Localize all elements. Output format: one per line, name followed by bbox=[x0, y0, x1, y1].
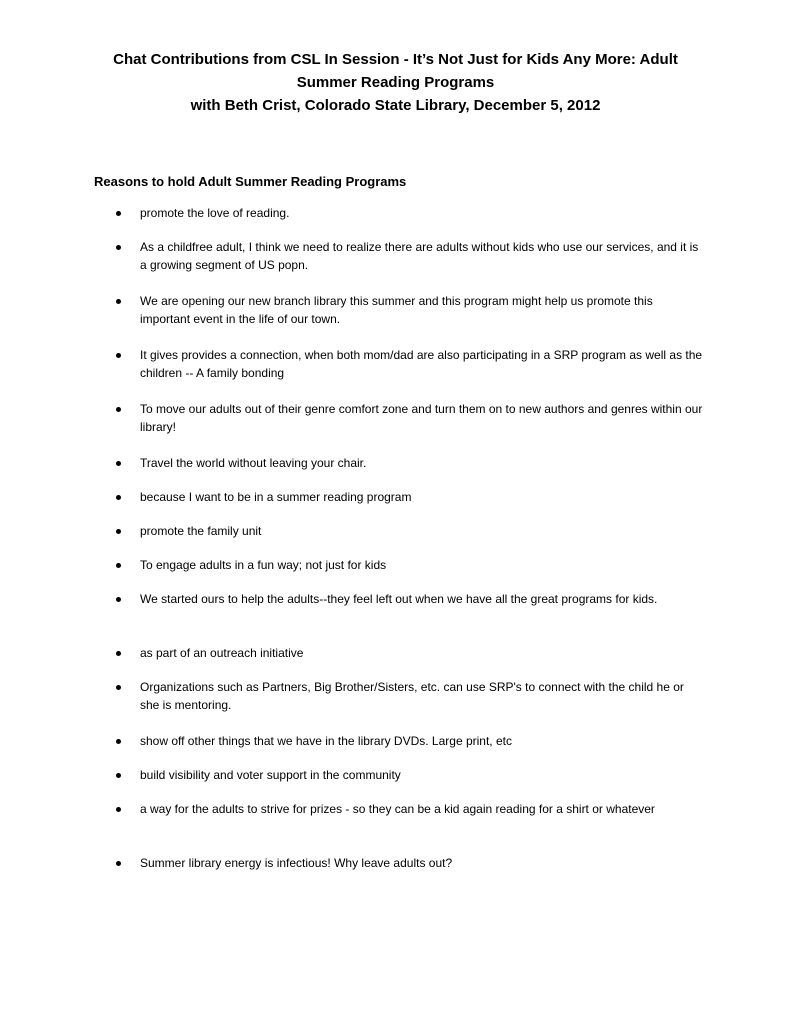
bullet-icon bbox=[116, 529, 121, 534]
list-item-text: To engage adults in a fun way; not just for kids bbox=[140, 558, 387, 572]
list-item-text: Travel the world without leaving your chair. bbox=[140, 456, 367, 470]
title-line: Chat Contributions from CSL In Session - It’s Not Just for Kids Any More: Adult bbox=[113, 51, 678, 68]
list-item-text: To move our adults out of their genre comfort zone and turn them on to new authors and genres within our library! bbox=[140, 402, 703, 434]
bullet-icon bbox=[116, 407, 121, 412]
list-item-text: promote the family unit bbox=[140, 524, 262, 538]
list-item-text: Organizations such as Partners, Big Brother/Sisters, etc. can use SRP's to connect with the child he or she is mentoring. bbox=[140, 680, 684, 712]
bullet-icon bbox=[116, 245, 121, 250]
bullet-icon bbox=[116, 597, 121, 602]
list-item-text: We are opening our new branch library this summer and this program might help us promote this important event in the life of our town. bbox=[140, 294, 653, 326]
list-item-text: show off other things that we have in the library DVDs. Large print, etc bbox=[140, 734, 512, 748]
section-heading: Reasons to hold Adult Summer Reading Programs bbox=[94, 174, 407, 189]
list-item-text: as part of an outreach initiative bbox=[140, 646, 304, 660]
bullet-icon bbox=[116, 651, 121, 656]
bullet-icon bbox=[116, 861, 121, 866]
list-item-text: We started ours to help the adults--they feel left out when we have all the great programs for kids. bbox=[140, 592, 658, 606]
bullet-icon bbox=[116, 685, 121, 690]
list-item-text: because I want to be in a summer reading program bbox=[140, 490, 412, 504]
bullet-icon bbox=[116, 299, 121, 304]
list-item-text: As a childfree adult, I think we need to realize there are adults without kids who use our services, and it is a growing segment of US popn. bbox=[140, 240, 699, 272]
list-item-text: It gives provides a connection, when both mom/dad are also participating in a SRP program as well as the children -- A family bonding bbox=[140, 348, 703, 380]
bullet-icon bbox=[116, 563, 121, 568]
bullet-icon bbox=[116, 461, 121, 466]
list-item-text: a way for the adults to strive for prizes - so they can be a kid again reading for a shirt or whatever bbox=[140, 802, 655, 816]
list-item-text: Summer library energy is infectious! Why leave adults out? bbox=[140, 856, 453, 870]
bullet-icon bbox=[116, 807, 121, 812]
title-line: with Beth Crist, Colorado State Library, December 5, 2012 bbox=[190, 97, 601, 114]
bullet-icon bbox=[116, 773, 121, 778]
list-item-text: build visibility and voter support in the community bbox=[140, 768, 401, 782]
bullet-icon bbox=[116, 353, 121, 358]
title-line: Summer Reading Programs bbox=[296, 74, 495, 91]
list-item-text: promote the love of reading. bbox=[140, 206, 290, 220]
document-title bbox=[60, 48, 731, 117]
bullet-icon bbox=[116, 739, 121, 744]
bullet-icon bbox=[116, 495, 121, 500]
bullet-icon bbox=[116, 211, 121, 216]
